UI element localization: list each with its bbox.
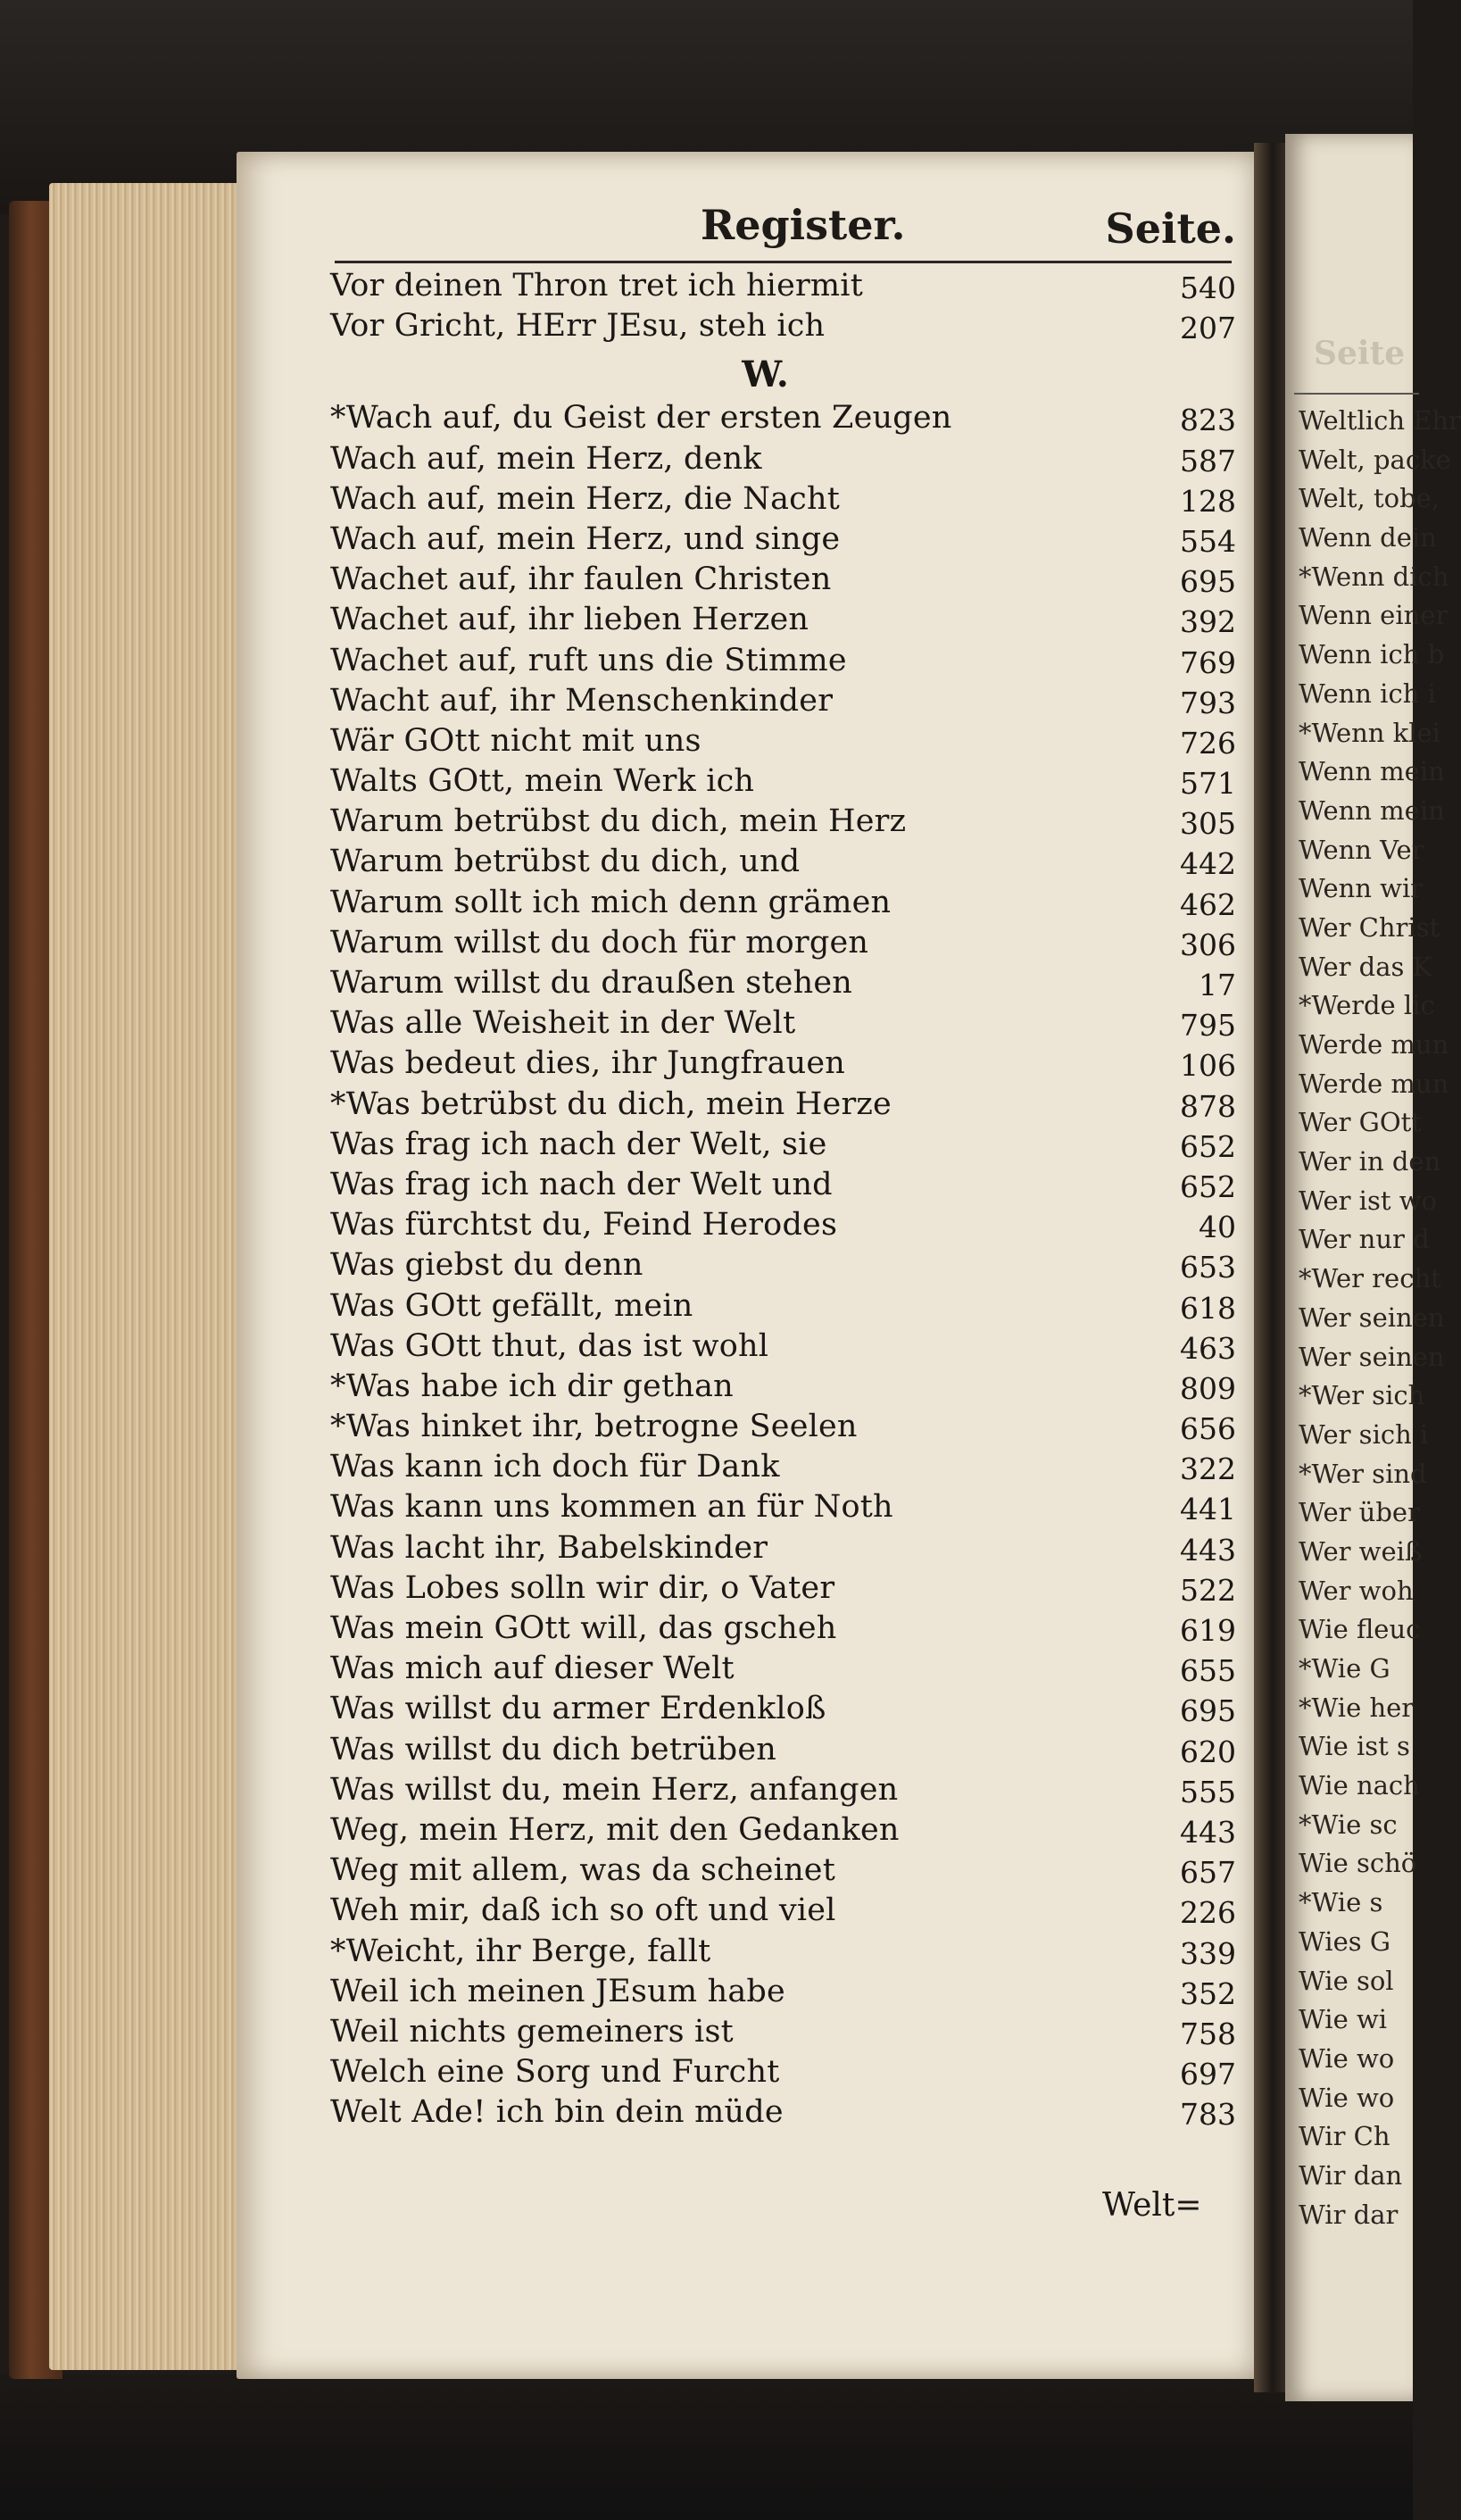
entry-title: Was fürchtst du, Feind Herodes — [330, 1207, 838, 1243]
entry-title: *Wach auf, du Geist der ersten Zeugen — [330, 400, 952, 437]
right-page-line: Wie wi — [1299, 2004, 1388, 2035]
entry-title: Wach auf, mein Herz, und singe — [330, 520, 841, 557]
right-page — [1285, 134, 1461, 2401]
entry-page-number: 306 — [1180, 927, 1236, 962]
right-page-line: Wenn wir — [1299, 873, 1424, 904]
entry-page-number: 878 — [1180, 1088, 1236, 1124]
entry-page-number: 226 — [1180, 1895, 1236, 1931]
entry-page-number: 769 — [1180, 645, 1236, 680]
register-entry — [295, 1044, 1236, 1084]
entry-title: Welt Ade! ich bin dein müde — [330, 2094, 784, 2131]
entry-page-number: 128 — [1180, 483, 1236, 519]
register-entry — [295, 721, 1236, 761]
entry-title: Weg mit allem, was da scheinet — [330, 1852, 835, 1889]
register-entry — [295, 439, 1236, 479]
register-entry — [295, 1125, 1236, 1165]
background-bottom — [0, 2374, 1413, 2520]
entry-page-number: 555 — [1180, 1774, 1236, 1809]
right-page-line: Wenn mein — [1299, 794, 1445, 826]
entry-title: *Was habe ich dir gethan — [330, 1368, 734, 1404]
right-page-line: Wies G — [1299, 1925, 1391, 1957]
right-page-rule — [1294, 393, 1419, 395]
register-entry — [295, 681, 1236, 721]
entry-title: Was alle Weisheit in der Welt — [330, 1005, 796, 1042]
register-entry — [295, 1649, 1236, 1689]
right-page-line: Wenn Ver — [1299, 834, 1424, 865]
entry-title: Was willst du armer Erdenkloß — [330, 1691, 826, 1727]
right-page-line: Werde mun — [1299, 1068, 1449, 1099]
register-entry — [295, 1447, 1236, 1487]
right-page-line: Weltlich Ehr — [1299, 405, 1461, 436]
entry-page-number: 106 — [1180, 1048, 1236, 1084]
register-entry — [295, 1730, 1236, 1770]
header-page-label: Seite. — [1105, 204, 1236, 253]
header-rule — [335, 261, 1232, 263]
section-heading — [295, 346, 1236, 398]
right-page-line: Wie schö — [1299, 1848, 1417, 1879]
right-page-line: Wenn ich i — [1299, 678, 1436, 709]
register-entry — [295, 1407, 1236, 1447]
register-entry — [295, 923, 1236, 963]
entry-title: Was Lobes solln wir dir, o Vater — [330, 1569, 835, 1606]
entry-title: *Was betrübst du dich, mein Herze — [330, 1085, 892, 1122]
entry-page-number: 463 — [1180, 1330, 1236, 1366]
entry-title: Wachet auf, ihr faulen Christen — [330, 561, 832, 598]
right-page-line: Wie sol — [1299, 1965, 1394, 1996]
entry-title: Was giebst du denn — [330, 1247, 643, 1284]
entry-page-number: 695 — [1180, 1693, 1236, 1729]
entry-page-number: 652 — [1180, 1128, 1236, 1164]
register-entry — [295, 520, 1236, 560]
entry-title: Was mein GOtt will, das gscheh — [330, 1610, 837, 1646]
catchword: Welt= — [1102, 2187, 1202, 2224]
book-gutter — [1254, 143, 1290, 2392]
entry-title: Was willst du dich betrüben — [330, 1731, 777, 1767]
register-entry — [295, 560, 1236, 600]
entry-title: Wach auf, mein Herz, denk — [330, 440, 762, 477]
entry-page-number: 823 — [1180, 403, 1236, 438]
right-page-line: Wer über — [1299, 1497, 1420, 1528]
right-page-line: *Wer sind — [1299, 1458, 1427, 1489]
right-page-line: Wenn dein — [1299, 522, 1437, 553]
right-page-line: Wenn mein — [1299, 756, 1445, 787]
register-entry — [295, 761, 1236, 802]
entry-title: Weh mir, daß ich so oft und viel — [330, 1892, 836, 1929]
entry-title: Warum willst du draußen stehen — [330, 965, 852, 1001]
right-page-header: Seite — [1314, 335, 1406, 372]
right-page-line: *Wie G — [1299, 1653, 1390, 1684]
right-page-line: Welt, tobe, — [1299, 483, 1440, 514]
register-entry — [295, 2052, 1236, 2092]
entry-title: Wär GOtt nicht mit uns — [330, 722, 701, 759]
register-entry — [295, 1205, 1236, 1245]
register-entry — [295, 1891, 1236, 1931]
entry-page-number: 392 — [1180, 604, 1236, 640]
register-entry — [295, 802, 1236, 842]
register-entry — [295, 2092, 1236, 2133]
register-entry — [295, 266, 1236, 306]
page-header — [330, 201, 1236, 254]
entry-page-number: 554 — [1180, 523, 1236, 559]
entry-title: Warum betrübst du dich, und — [330, 844, 801, 880]
register-entry — [295, 842, 1236, 882]
right-page-line: Wer das K — [1299, 951, 1432, 982]
entry-title: Was GOtt gefällt, mein — [330, 1287, 693, 1324]
right-page-line: Wer ist wo — [1299, 1185, 1437, 1216]
page-edges — [49, 183, 241, 2370]
entry-page-number: 652 — [1180, 1169, 1236, 1204]
entry-page-number: 655 — [1180, 1653, 1236, 1689]
entry-page-number: 352 — [1180, 1975, 1236, 2011]
entry-title: Was kann ich doch für Dank — [330, 1449, 780, 1485]
register-entry — [295, 398, 1236, 438]
entry-page-number: 17 — [1199, 968, 1236, 1002]
entry-page-number: 571 — [1180, 766, 1236, 802]
right-page-line: *Werde lic — [1299, 990, 1435, 1021]
entry-title: Weg, mein Herz, mit den Gedanken — [330, 1811, 900, 1848]
entry-title: Wachet auf, ruft uns die Stimme — [330, 642, 847, 678]
entry-page-number: 653 — [1180, 1250, 1236, 1285]
right-page-line: Wer in den — [1299, 1146, 1441, 1177]
register-entry — [295, 1528, 1236, 1568]
right-page-line: Wie fleuc — [1299, 1614, 1421, 1645]
register-entry — [295, 1165, 1236, 1205]
entry-title: Weil ich meinen JEsum habe — [330, 1973, 785, 2009]
entry-page-number: 657 — [1180, 1855, 1236, 1891]
entry-title: *Weicht, ihr Berge, fallt — [330, 1933, 711, 1969]
right-page-line: Wer weiß — [1299, 1535, 1423, 1567]
entry-page-number: 783 — [1180, 2097, 1236, 2133]
register-entry — [295, 1327, 1236, 1367]
register-entry — [295, 1689, 1236, 1729]
entry-page-number: 726 — [1180, 725, 1236, 761]
right-page-line: Wenn einer — [1299, 600, 1449, 631]
register-entry — [295, 1487, 1236, 1527]
right-page-list — [1299, 402, 1461, 2234]
entry-page-number: 619 — [1180, 1613, 1236, 1648]
right-page-line: *Wie sc — [1299, 1809, 1398, 1840]
register-entry — [295, 1810, 1236, 1850]
entry-title: Wachet auf, ihr lieben Herzen — [330, 602, 809, 638]
entry-page-number: 587 — [1180, 443, 1236, 478]
entry-title: Welch eine Sorg und Furcht — [330, 2054, 780, 2091]
entry-page-number: 40 — [1199, 1210, 1236, 1245]
entry-page-number: 443 — [1180, 1814, 1236, 1850]
register-entry — [295, 600, 1236, 640]
right-page-line: Welt, packe — [1299, 444, 1451, 475]
register-entry — [295, 1286, 1236, 1327]
entry-title: Was frag ich nach der Welt und — [330, 1166, 833, 1202]
right-page-line: *Wer sich — [1299, 1380, 1425, 1411]
entry-title: *Was hinket ihr, betrogne Seelen — [330, 1409, 858, 1445]
entry-page-number: 305 — [1180, 806, 1236, 842]
register-entry — [295, 1972, 1236, 2012]
entry-page-number: 809 — [1180, 1370, 1236, 1406]
right-page-line: Wir Ch — [1299, 2121, 1390, 2152]
right-page-line: Wer sich i — [1299, 1418, 1429, 1450]
entry-title: Was GOtt thut, das ist wohl — [330, 1327, 769, 1364]
entry-title: Warum willst du doch für morgen — [330, 924, 869, 961]
right-page-line: *Wenn klei — [1299, 717, 1440, 748]
entry-title: Wach auf, mein Herz, die Nacht — [330, 480, 840, 517]
entry-page-number: 322 — [1180, 1451, 1236, 1487]
right-page-line: Wir dan — [1299, 2159, 1403, 2191]
entry-page-number: 207 — [1180, 311, 1236, 346]
register-entry — [295, 963, 1236, 1003]
entry-title: Vor Gricht, HErr JEsu, steh ich — [330, 308, 826, 345]
right-page-line: Wer Christ — [1299, 911, 1440, 943]
entry-page-number: 443 — [1180, 1532, 1236, 1568]
entry-title: Weil nichts gemeiners ist — [330, 2013, 734, 2050]
entry-title: Was lacht ihr, Babelskinder — [330, 1529, 768, 1566]
register-entry — [295, 1609, 1236, 1649]
register-entry — [295, 1850, 1236, 1891]
entry-page-number: 795 — [1180, 1008, 1236, 1044]
register-entry — [295, 1568, 1236, 1609]
right-page-line: *Wer recht — [1299, 1263, 1441, 1294]
entry-title: Warum betrübst du dich, mein Herz — [330, 803, 907, 840]
right-page-line: Wenn ich b — [1299, 639, 1445, 670]
header-title: Register. — [701, 201, 906, 249]
register-entry — [295, 1770, 1236, 1810]
right-page-line: *Wie her — [1299, 1692, 1415, 1723]
entry-page-number: 697 — [1180, 2057, 1236, 2092]
right-page-line: *Wie s — [1299, 1887, 1383, 1918]
entry-page-number: 442 — [1180, 846, 1236, 882]
entry-page-number: 462 — [1180, 886, 1236, 922]
entry-title: Walts GOtt, mein Werk ich — [330, 763, 755, 800]
entry-page-number: 618 — [1180, 1290, 1236, 1326]
register-entry — [295, 1003, 1236, 1044]
register-entry — [295, 1932, 1236, 1972]
entry-title: Was bedeut dies, ihr Jungfrauen — [330, 1045, 846, 1082]
entry-title: Was frag ich nach der Welt, sie — [330, 1126, 827, 1162]
register-entry — [295, 1367, 1236, 1407]
entry-title: Was kann uns kommen an für Noth — [330, 1489, 893, 1526]
right-page-line: Wir dar — [1299, 2199, 1399, 2230]
register-entry — [295, 306, 1236, 346]
right-page-line: Wer woh — [1299, 1575, 1414, 1606]
entry-title: Wacht auf, ihr Menschenkinder — [330, 682, 834, 719]
register-entry — [295, 641, 1236, 681]
register-entry — [295, 1245, 1236, 1285]
right-page-line: Wie wo — [1299, 2042, 1395, 2074]
register-entry — [295, 883, 1236, 923]
right-page-line: Wer seinen — [1299, 1302, 1445, 1333]
register-entry — [295, 1085, 1236, 1125]
entry-title: Was willst du, mein Herz, anfangen — [330, 1771, 899, 1808]
register-list — [295, 266, 1236, 2133]
entry-page-number: 656 — [1180, 1411, 1236, 1447]
entry-page-number: 339 — [1180, 1935, 1236, 1971]
right-page-line: *Wenn dich — [1299, 561, 1449, 592]
right-page-line: Werde mun — [1299, 1029, 1449, 1060]
entry-page-number: 441 — [1180, 1492, 1236, 1527]
entry-page-number: 758 — [1180, 2016, 1236, 2051]
right-page-line: Wie ist s — [1299, 1731, 1410, 1762]
register-entry — [295, 479, 1236, 520]
right-page-line: Wer seinen — [1299, 1341, 1445, 1372]
entry-title: Vor deinen Thron tret ich hiermit — [330, 268, 863, 304]
right-page-line: Wer nur d — [1299, 1224, 1430, 1255]
entry-page-number: 540 — [1180, 270, 1236, 305]
entry-page-number: 695 — [1180, 564, 1236, 600]
right-page-line: Wie nach — [1299, 1770, 1420, 1801]
right-page-line: Wer GOtt — [1299, 1107, 1422, 1138]
entry-page-number: 522 — [1180, 1572, 1236, 1608]
register-entry — [295, 2012, 1236, 2052]
entry-page-number: 620 — [1180, 1734, 1236, 1769]
section-letter: W. — [742, 353, 789, 396]
right-page-line: Wie wo — [1299, 2082, 1395, 2113]
entry-title: Was mich auf dieser Welt — [330, 1651, 735, 1687]
entry-page-number: 793 — [1180, 685, 1236, 720]
entry-title: Warum sollt ich mich denn grämen — [330, 884, 892, 920]
